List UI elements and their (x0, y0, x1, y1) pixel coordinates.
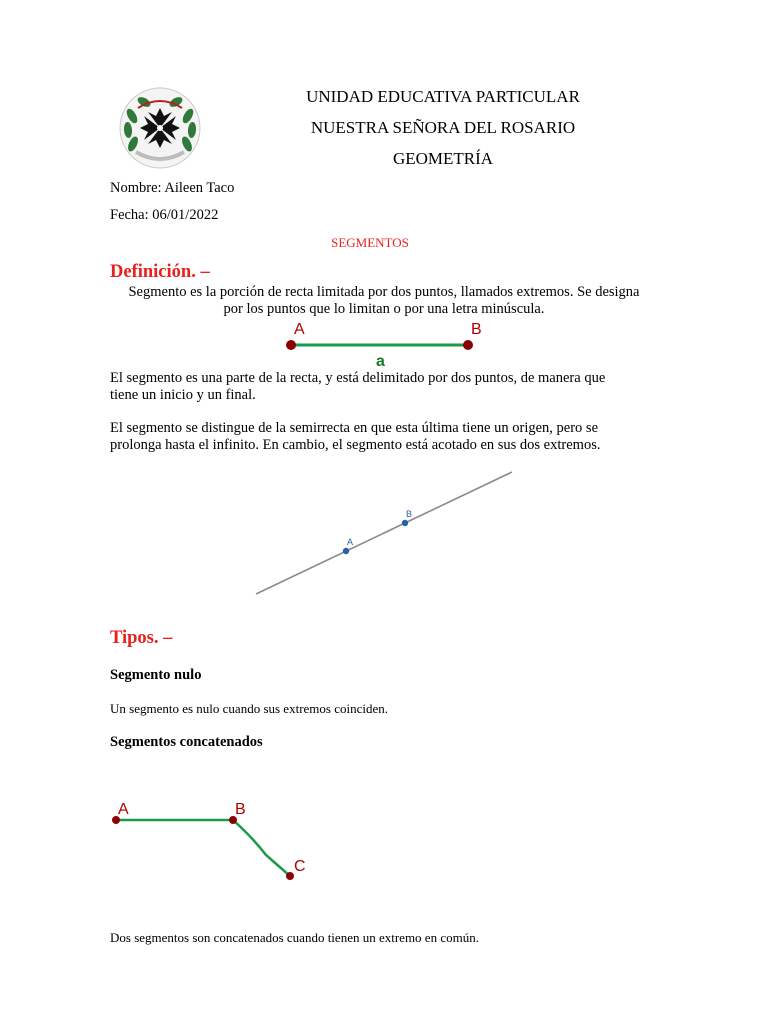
point-b-marker (402, 520, 408, 526)
point-c-label: C (294, 858, 306, 875)
header-school-type: UNIDAD EDUCATIVA PARTICULAR (306, 87, 580, 106)
point-c-marker (286, 872, 294, 880)
point-a-label: A (118, 801, 129, 818)
concatenated-segments-text: Dos segmentos son concatenados cuando tienen un extremo en común. (110, 930, 479, 945)
null-segment-text: Un segmento es nulo cuando sus extremos coinciden. (110, 701, 388, 716)
definition-line-1: Segmento es la porción de recta limitada por dos puntos, llamados extremos. Se designa (128, 284, 640, 300)
student-name: Nombre: Aileen Taco (110, 180, 235, 196)
segment-ab-figure (270, 318, 490, 370)
header-school-name: NUESTRA SEÑORA DEL ROSARIO (310, 118, 576, 137)
paragraph-2-line-2: prolonga hasta el infinito. En cambio, el segmento está acotado en sus dos extremos. (110, 437, 601, 453)
point-b-marker (463, 340, 473, 350)
point-b-label: B (235, 801, 246, 818)
point-a-marker (343, 548, 349, 554)
null-segment-heading: Segmento nulo (110, 667, 202, 683)
school-logo (118, 86, 202, 170)
segment-bc-line (233, 820, 290, 876)
gray-line (256, 472, 512, 594)
concatenated-segments-heading: Segmentos concatenados (110, 734, 263, 750)
point-a-label: A (347, 537, 354, 547)
types-heading: Tipos. – (110, 628, 173, 648)
definition-line-2: por los puntos que lo limitan o por una letra minúscula. (223, 301, 545, 317)
point-a-label: A (294, 321, 305, 338)
date-line: Fecha: 06/01/2022 (110, 207, 219, 223)
point-b-label: B (471, 321, 482, 338)
point-b-label: B (406, 509, 413, 519)
paragraph-1-line-2: tiene un inicio y un final. (110, 387, 256, 403)
line-with-points-figure (250, 466, 520, 598)
paragraph-1-line-1: El segmento es una parte de la recta, y está delimitado por dos puntos, de manera que (110, 370, 606, 386)
section-title: SEGMENTOS (331, 235, 409, 250)
segment-name-label: a (376, 353, 385, 370)
header-subject: GEOMETRÍA (392, 149, 494, 168)
concatenated-segments-figure (100, 795, 320, 885)
definition-heading: Definición. – (110, 262, 210, 282)
point-a-marker (286, 340, 296, 350)
paragraph-2-line-1: El segmento se distingue de la semirrecta en que esta última tiene un origen, pero se (110, 420, 599, 436)
